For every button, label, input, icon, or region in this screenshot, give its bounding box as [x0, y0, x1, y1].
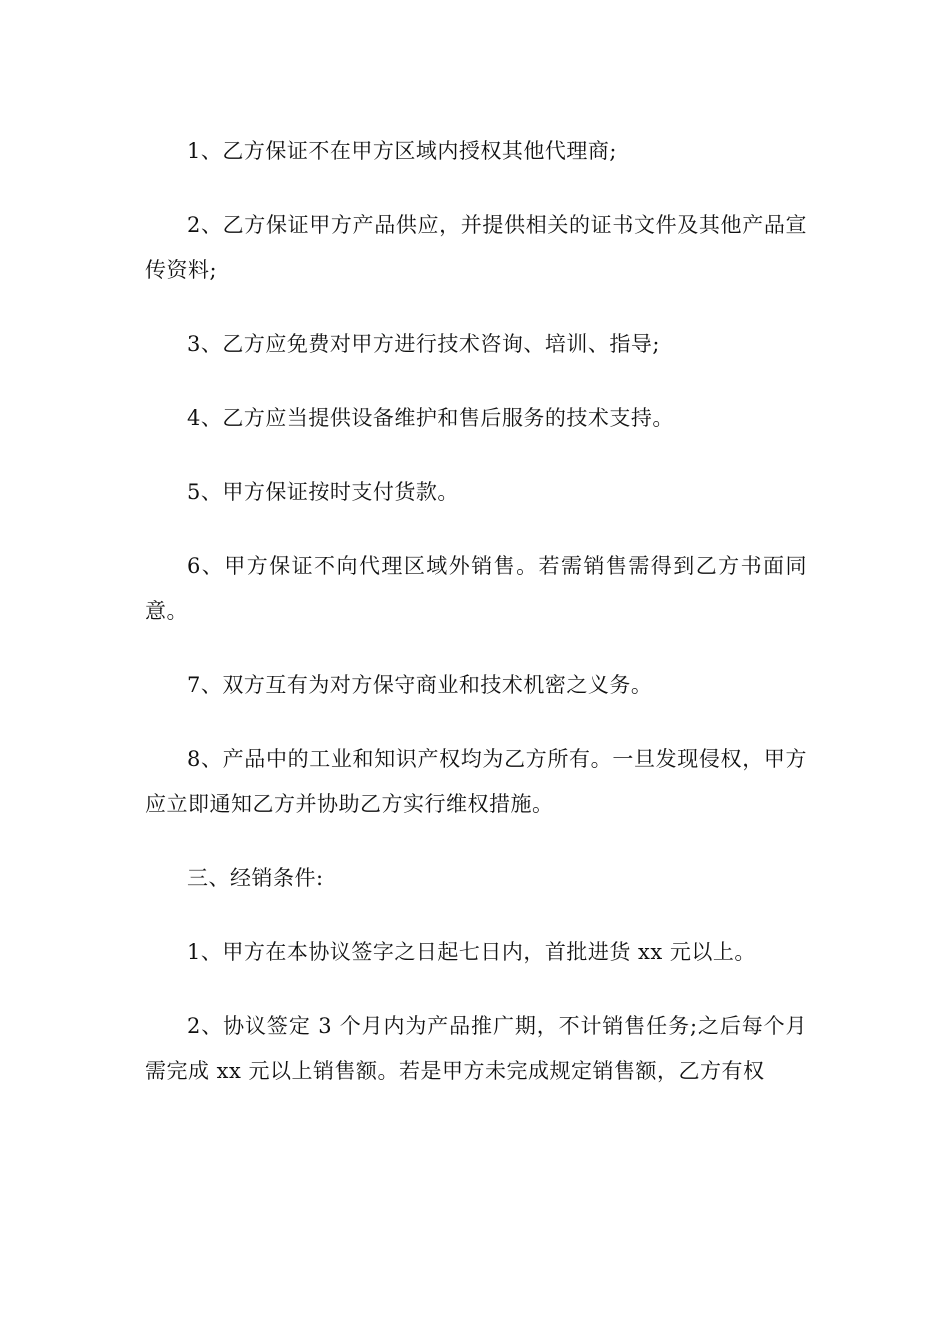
clause-2: 2、乙方保证甲方产品供应，并提供相关的证书文件及其他产品宣传资料; — [145, 213, 807, 282]
section-heading: 三、经销条件: — [187, 866, 324, 890]
condition-1: 1、甲方在本协议签字之日起七日内，首批进货 xx 元以上。 — [187, 940, 756, 964]
clause-8: 8、产品中的工业和知识产权均为乙方所有。一旦发现侵权，甲方应立即通知乙方并协助乙方实行维权措施。 — [145, 747, 807, 816]
condition-2: 2、协议签定 3 个月内为产品推广期，不计销售任务;之后每个月需完成 xx 元以上销售额。若是甲方未完成规定销售额，乙方有权 — [145, 1014, 807, 1083]
clause-5: 5、甲方保证按时支付货款。 — [187, 480, 459, 504]
clause-1: 1、乙方保证不在甲方区域内授权其他代理商; — [187, 139, 617, 163]
clause-7: 7、双方互有为对方保守商业和技术机密之义务。 — [187, 673, 653, 697]
document-body — [145, 129, 807, 1123]
clause-4: 4、乙方应当提供设备维护和售后服务的技术支持。 — [187, 406, 674, 430]
clause-6: 6、甲方保证不向代理区域外销售。若需销售需得到乙方书面同意。 — [145, 554, 807, 623]
clause-3: 3、乙方应免费对甲方进行技术咨询、培训、指导; — [187, 332, 660, 356]
